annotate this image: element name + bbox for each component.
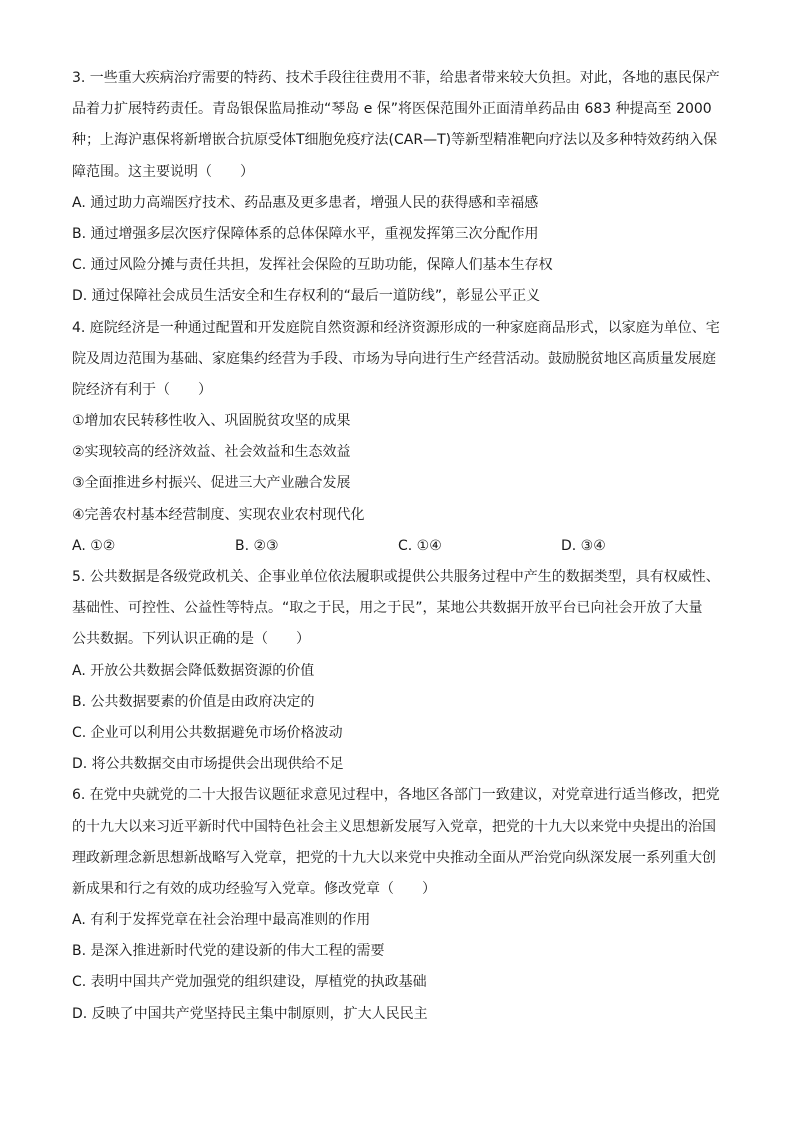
- question-4-item-4: ④完善农村基本经营制度、实现农业农村现代化: [72, 506, 365, 523]
- question-4-stem-line-2: 院及周边范围为基础、家庭集约经营为手段、市场为导向进行生产经营活动。鼓励脱贫地区高质量发展庭: [72, 350, 716, 367]
- question-list: [72, 63, 724, 1030]
- question-3-stem-line-2: 品着力扩展特药责任。青岛银保监局推动“琴岛 e 保”将医保范围外正面清单药品由 683 种提高至 2000: [72, 101, 712, 118]
- question-4-option-a: A. ①②: [72, 537, 116, 554]
- question-4-stem-line-3: 院经济有利于（ ）: [72, 381, 212, 398]
- question-4-item-2: ②实现较高的经济效益、社会效益和生态效益: [72, 444, 351, 461]
- question-6-stem-line-2: 的十九大以来习近平新时代中国特色社会主义思想新发展写入党章，把党的十九大以来党中央提出的治国: [72, 818, 716, 835]
- question-3-stem-line-1: 3. 一些重大疾病治疗需要的特药、技术手段往往费用不菲，给患者带来较大负担。对此，各地的惠民保产: [72, 70, 720, 86]
- question-6-stem-line-3: 理政新理念新思想新战略写入党章，把党的十九大以来党中央推动全面从严治党向纵深发展一系列重大创: [72, 849, 716, 866]
- question-3: [72, 63, 724, 313]
- question-5: [72, 562, 724, 780]
- question-4-option-d: D. ③④: [561, 537, 606, 554]
- question-6-option-d: D. 反映了中国共产党坚持民主集中制原则，扩大人民民主: [72, 1005, 428, 1022]
- question-5-option-a: A. 开放公共数据会降低数据资源的价值: [72, 662, 315, 679]
- question-6: [72, 780, 724, 1030]
- question-3-option-c: C. 通过风险分摊与责任共担，发挥社会保险的互助功能，保障人们基本生存权: [72, 257, 553, 274]
- question-4-option-c: C. ①④: [398, 537, 442, 554]
- question-5-option-b: B. 公共数据要素的价值是由政府决定的: [72, 693, 315, 710]
- question-5-stem-line-3: 公共数据。下列认识正确的是（ ）: [72, 631, 310, 648]
- question-5-stem-line-1: 5. 公共数据是各级党政机关、企事业单位依法履职或提供公共服务过程中产生的数据类型，具有权威性、: [72, 569, 720, 585]
- question-3-stem-line-4: 障范围。这主要说明（ ）: [72, 163, 254, 180]
- question-6-option-a: A. 有利于发挥党章在社会治理中最高准则的作用: [72, 912, 371, 929]
- question-5-option-d: D. 将公共数据交由市场提供会出现供给不足: [72, 756, 344, 773]
- question-4: [72, 313, 724, 563]
- question-4-options: [72, 531, 724, 562]
- question-3-stem-line-3: 种；上海沪惠保将新增嵌合抗原受体T细胞免疫疗法(CAR—T)等新型精准靶向疗法以及多种特效药纳入保: [72, 132, 718, 149]
- question-6-option-c: C. 表明中国共产党加强党的组织建设，厚植党的执政基础: [72, 974, 427, 991]
- question-3-option-a: A. 通过助力高端医疗技术、药品惠及更多患者，增强人民的获得感和幸福感: [72, 194, 539, 211]
- question-6-stem-line-4: 新成果和行之有效的成功经验写入党章。修改党章（ ）: [72, 880, 436, 897]
- question-4-option-b: B. ②③: [235, 537, 279, 554]
- question-6-stem-line-1: 6. 在党中央就党的二十大报告议题征求意见过程中，各地区各部门一致建议，对党章进行适当修改，把党: [72, 787, 720, 804]
- question-4-stem-line-1: 4. 庭院经济是一种通过配置和开发庭院自然资源和经济资源形成的一种家庭商品形式，以家庭为单位、宅: [72, 319, 720, 336]
- question-3-option-d: D. 通过保障社会成员生活安全和生存权利的“最后一道防线”，彰显公平正义: [72, 288, 541, 305]
- question-5-option-c: C. 企业可以利用公共数据避免市场价格波动: [72, 724, 343, 741]
- question-3-option-b: B. 通过增强多层次医疗保障体系的总体保障水平，重视发挥第三次分配作用: [72, 225, 539, 242]
- question-5-stem-line-2: 基础性、可控性、公益性等特点。“取之于民，用之于民”，某地公共数据开放平台已向社会开放了大量: [72, 600, 703, 617]
- question-4-item-1: ①增加农民转移性收入、巩固脱贫攻坚的成果: [72, 413, 351, 430]
- question-6-option-b: B. 是深入推进新时代党的建设新的伟大工程的需要: [72, 943, 385, 960]
- question-4-item-3: ③全面推进乡村振兴、促进三大产业融合发展: [72, 475, 351, 492]
